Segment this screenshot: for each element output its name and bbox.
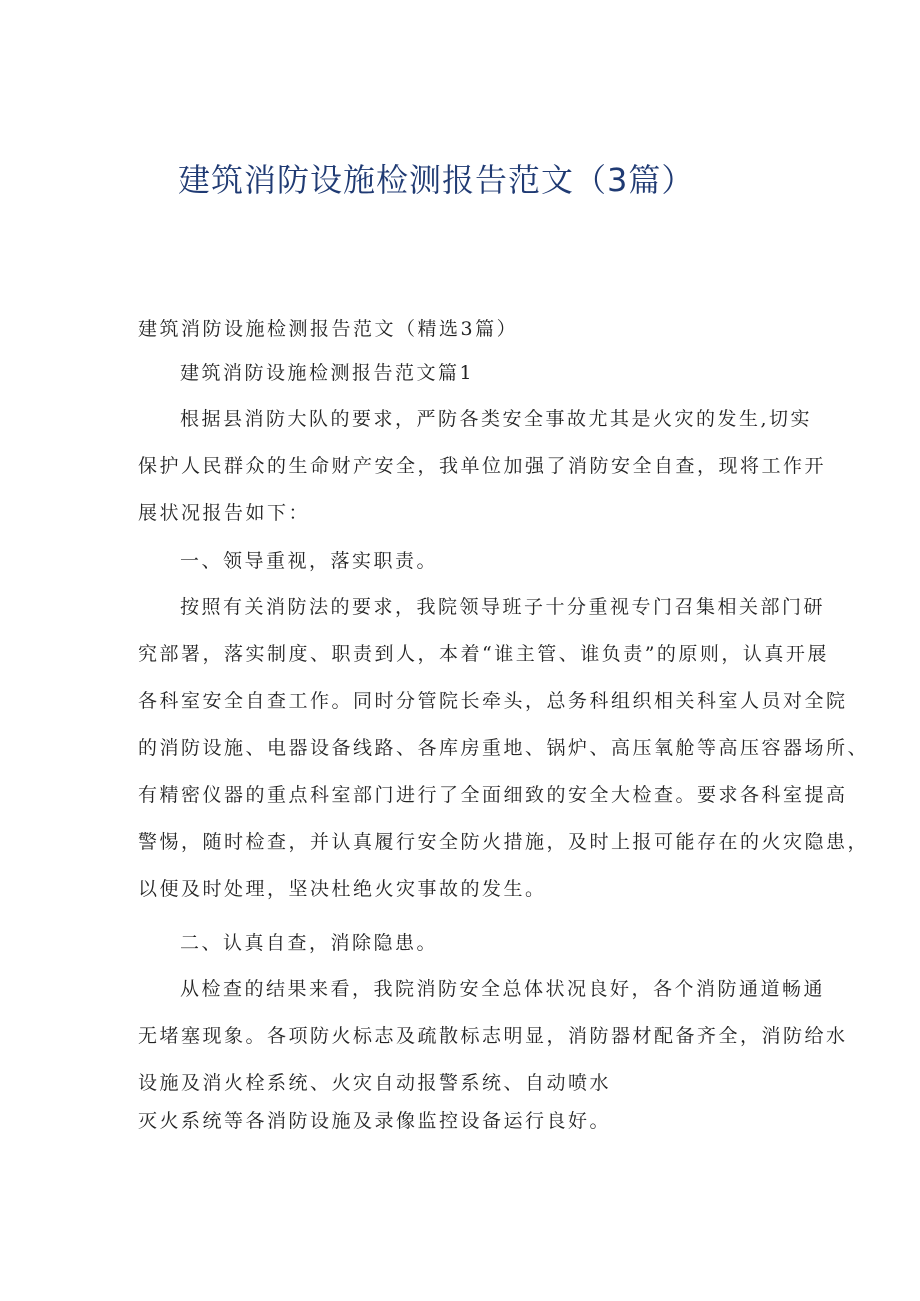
point1-line: 的消防设施、电器设备线路、各库房重地、锅炉、高压氧舱等高压容器场所、 xyxy=(138,737,870,759)
point2-line: 从检查的结果来看，我院消防安全总体状况良好，各个消防通道畅通 xyxy=(180,978,826,1000)
intro-line: 展状况报告如下： xyxy=(138,502,311,524)
intro-line: 保护人民群众的生命财产安全，我单位加强了消防安全自查，现将工作开 xyxy=(138,455,827,477)
intro-paragraph xyxy=(138,396,827,537)
point1-line: 警惕，随时检查，并认真履行安全防火措施，及时上报可能存在的火灾隐患， xyxy=(138,831,870,853)
point1-line: 按照有关消防法的要求，我院领导班子十分重视专门召集相关部门研 xyxy=(180,596,826,618)
point1-heading: 一、领导重视，落实职责。 xyxy=(180,550,439,572)
point2-paragraph xyxy=(138,966,848,1135)
point1-line: 有精密仪器的重点科室部门进行了全面细致的安全大检查。要求各科室提高 xyxy=(138,784,848,806)
point2-line: 灭火系统等各消防设施及录像监控设备运行良好。 xyxy=(138,1110,612,1132)
point1-line: 以便及时处理，坚决杜绝火灾事故的发生。 xyxy=(138,878,547,900)
point1-line: 究部署，落实制度、职责到人，本着“谁主管、谁负责”的原则，认真开展 xyxy=(138,643,829,665)
point1-paragraph xyxy=(138,584,870,913)
point1-line: 各科室安全自查工作。同时分管院长牵头，总务科组织相关科室人员对全院 xyxy=(138,690,848,712)
document-subtitle: 建筑消防设施检测报告范文（精选3篇） xyxy=(138,318,519,340)
point2-line: 无堵塞现象。各项防火标志及疏散标志明显，消防器材配备齐全，消防给水 xyxy=(138,1025,848,1047)
point2-heading: 二、认真自查，消除隐患。 xyxy=(180,932,439,954)
point2-line: 设施及消火栓系统、火灾自动报警系统、自动喷水 xyxy=(138,1072,612,1094)
document-title: 建筑消防设施检测报告范文（3篇） xyxy=(178,161,695,199)
section-heading: 建筑消防设施检测报告范文篇1 xyxy=(180,362,475,384)
intro-line: 根据县消防大队的要求，严防各类安全事故尤其是火灾的发生,切实 xyxy=(180,408,813,430)
